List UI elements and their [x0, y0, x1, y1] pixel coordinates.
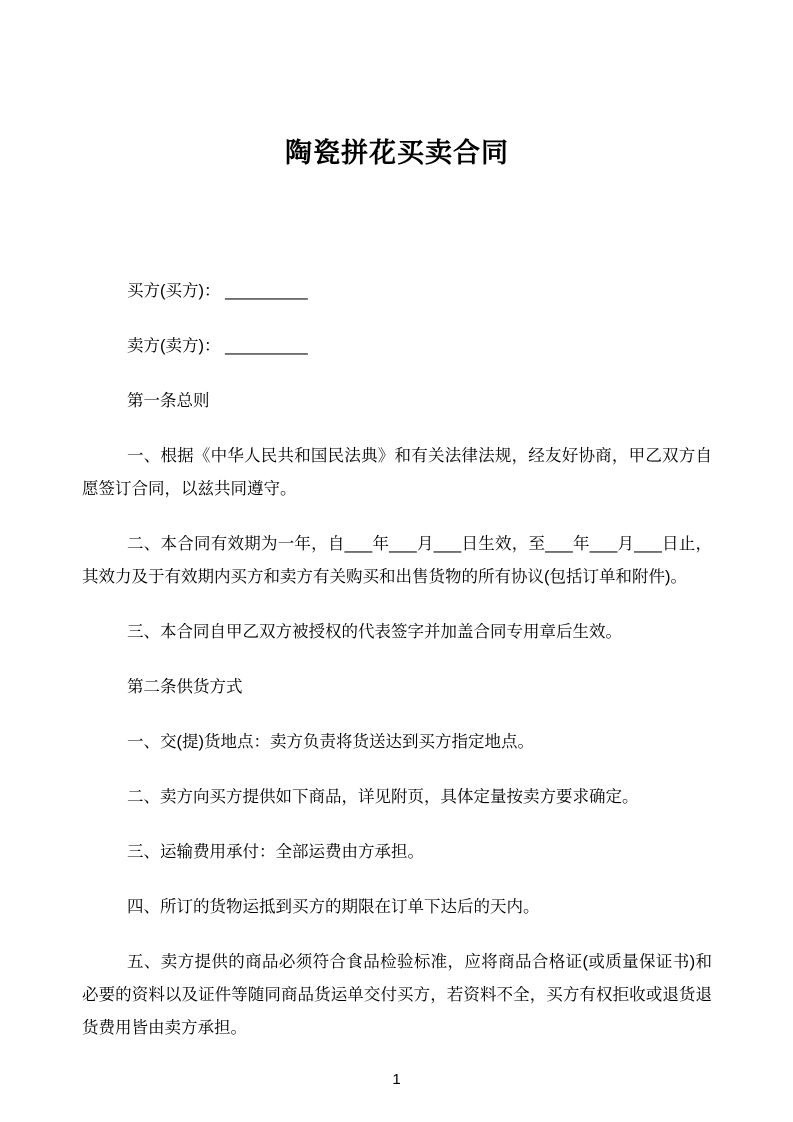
- clause1-item3: 三、本合同自甲乙双方被授权的代表签字并加盖合同专用章后生效。: [127, 623, 622, 641]
- clause2-item2: 二、卖方向买方提供如下商品，详见附页，具体定量按卖方要求确定。: [127, 788, 639, 806]
- clause2-item5: 五、卖方提供的商品必须符合食品检验标准，应将商品合格证(或质量保证书)和必要的资料以及证件等随同商品货运单交付买方，若资料不全，买方有权拒收或退货退货费用皆由卖方承担。: [82, 953, 712, 1037]
- clause2-item3: 三、运输费用承付：全部运费由方承担。: [127, 843, 424, 861]
- clause1-heading: 第一条总则: [127, 392, 210, 410]
- seller-line: 卖方(卖方)： _________: [127, 337, 308, 355]
- page-number: 1: [392, 1071, 401, 1088]
- buyer-line: 买方(买方)： _________: [127, 282, 308, 300]
- clause1-item1: 一、根据《中华人民共和国民法典》和有关法律法规，经友好协商，甲乙双方自愿签订合同，以兹共同遵守。: [82, 447, 712, 498]
- clause2-heading: 第二条供货方式: [127, 678, 243, 696]
- clause2-item4: 四、所订的货物运抵到买方的期限在订单下达后的天内。: [127, 898, 540, 916]
- clause1-item2: 二、本合同有效期为一年，自___年___月___日生效，至___年___月___日止，其效力及于有效期内买方和卖方有关购买和出售货物的所有协议(包括订单和附件)。: [82, 535, 712, 586]
- clause2-item1: 一、交(提)货地点：卖方负责将货送达到买方指定地点。: [127, 733, 534, 751]
- document-title: 陶瓷拼花买卖合同: [285, 138, 509, 168]
